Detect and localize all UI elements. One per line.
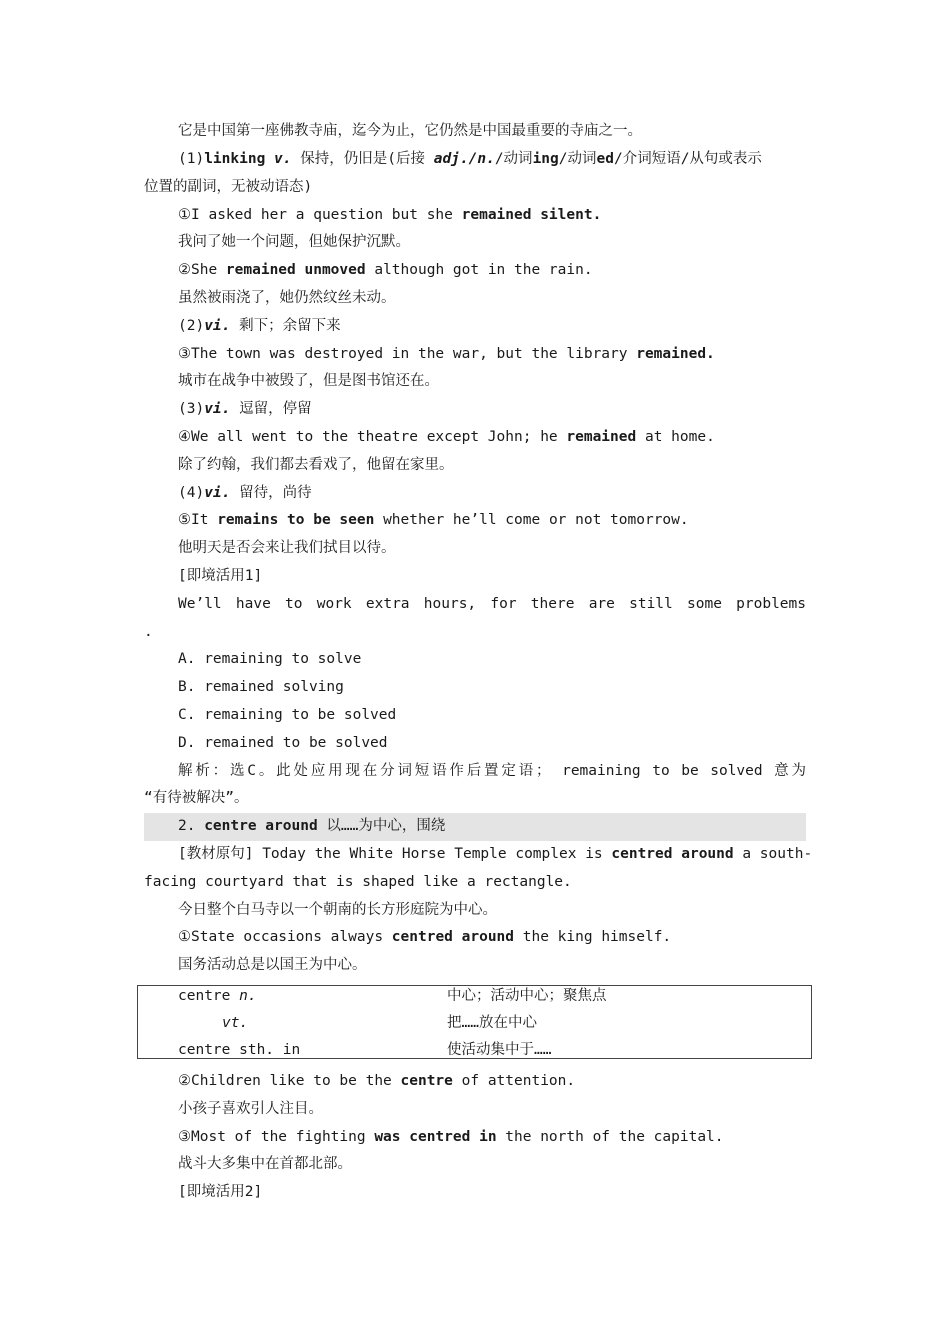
definition-heading: (3)vi. 逗留，停留 (178, 401, 312, 417)
option-a: A. remaining to solve (178, 651, 362, 667)
example-sentence: ③Most of the fighting was centred in the north of the capital. (178, 1129, 724, 1145)
definition-heading: (2)vi. 剩下；余留下来 (178, 318, 341, 334)
example-sentence: ①State occasions always centred around the king himself. (178, 929, 672, 945)
translation: 虽然被雨浇了，她仍然纹丝未动。 (178, 290, 396, 306)
example-sentence: ①I asked her a question but she remained silent. (178, 207, 602, 223)
translation: 除了约翰，我们都去看戏了，他留在家里。 (178, 457, 454, 473)
usage-table (137, 985, 812, 1059)
table-cell: vt. (222, 1015, 249, 1031)
text-line: 位置的副词，无被动语态) (144, 179, 313, 195)
option-b: B. remained solving (178, 679, 344, 695)
exercise-label: [即境活用1] (178, 568, 263, 584)
exercise-question: We’ll have to work extra hours, for there are still some problems (178, 596, 806, 612)
option-c: C. remaining to be solved (178, 707, 397, 723)
translation: 城市在战争中被毁了，但是图书馆还在。 (178, 373, 439, 389)
table-cell: 中心；活动中心；聚焦点 (447, 988, 607, 1004)
example-sentence: ⑤It remains to be seen whether he’ll come or not tomorrow. (178, 512, 689, 528)
example-sentence: ③The town was destroyed in the war, but the library remained. (178, 346, 715, 362)
answer-explanation: 解析：选C。此处应用现在分词短语作后置定语； remaining to be solved 意为 (178, 763, 806, 779)
example-sentence: ④We all went to the theatre except John; he remained at home. (178, 429, 715, 445)
text-line: . (144, 624, 153, 640)
table-cell: 使活动集中于…… (447, 1042, 552, 1058)
translation: 小孩子喜欢引人注目。 (178, 1101, 323, 1117)
definition-heading: (4)vi. 留待，尚待 (178, 485, 312, 501)
translation: 国务活动总是以国王为中心。 (178, 957, 367, 973)
table-cell: centre sth. in (178, 1042, 301, 1058)
translation: 战斗大多集中在首都北部。 (178, 1156, 352, 1172)
section-heading: 2. centre around 以……为中心，围绕 (144, 813, 806, 841)
example-sentence: ②Children like to be the centre of attention. (178, 1073, 576, 1089)
translation: 他明天是否会来让我们拭目以待。 (178, 540, 396, 556)
text-line: “有待被解决”。 (144, 790, 249, 806)
example-sentence: ②She remained unmoved although got in the rain. (178, 262, 593, 278)
textbook-sentence: [教材原句] Today the White Horse Temple complex is centred around a south- (178, 846, 813, 862)
table-cell: 把……放在中心 (447, 1015, 537, 1031)
translation: 今日整个白马寺以一个朝南的长方形庭院为中心。 (178, 902, 497, 918)
text-line: 它是中国第一座佛教寺庙，迄今为止，它仍然是中国最重要的寺庙之一。 (178, 123, 642, 139)
exercise-label: [即境活用2] (178, 1184, 263, 1200)
definition-heading: (1)linking v. 保持，仍旧是(后接 adj./n./动词ing/动词ed/介词短语/从句或表示 (178, 151, 762, 167)
table-cell: centre n. (178, 988, 257, 1004)
option-d: D. remained to be solved (178, 735, 388, 751)
translation: 我问了她一个问题，但她保护沉默。 (178, 234, 410, 250)
text-line: facing courtyard that is shaped like a rectangle. (144, 874, 572, 890)
